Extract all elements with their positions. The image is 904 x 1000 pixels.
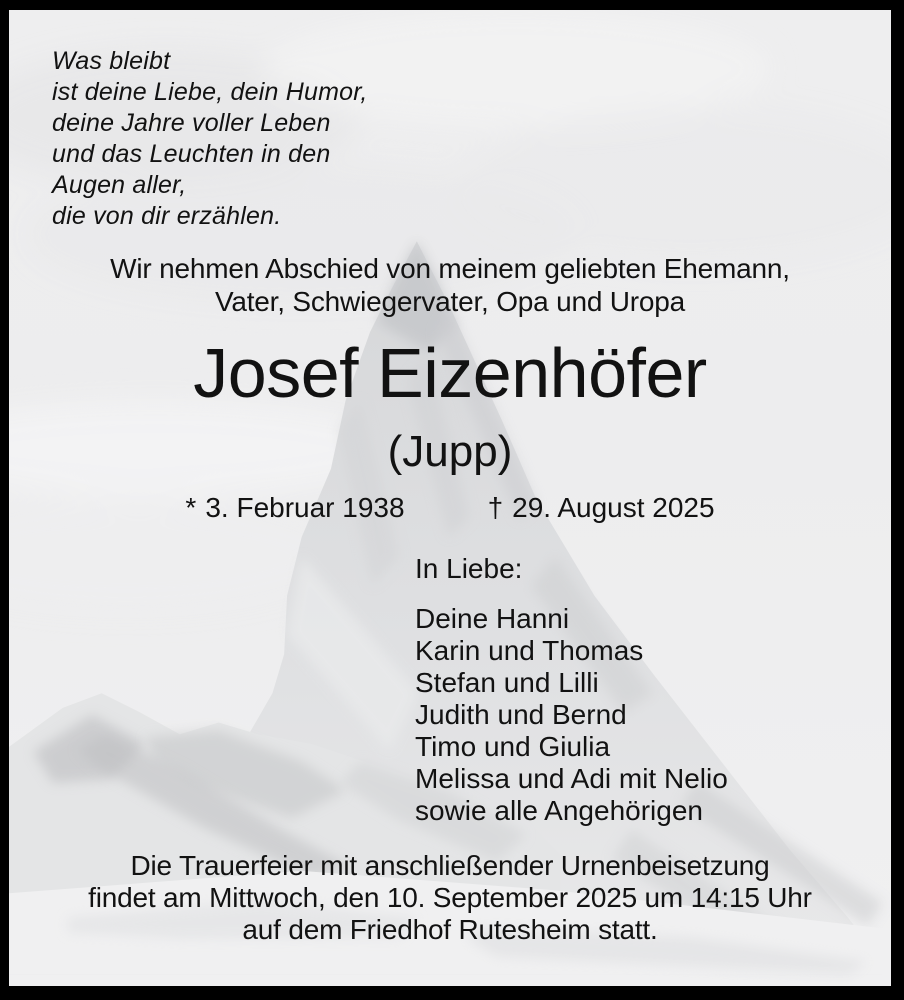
funeral-line: Die Trauerfeier mit anschließender Urnenbeisetzung — [130, 850, 770, 881]
mourner-line: Stefan und Lilli — [415, 667, 599, 698]
intro-line: Wir nehmen Abschied von meinem geliebten Ehemann, — [110, 253, 790, 284]
poem-line: Augen aller, — [52, 171, 187, 199]
funeral-line: findet am Mittwoch, den 10. September 2025 um 14:15 Uhr — [88, 882, 812, 913]
funeral-info — [9, 850, 891, 946]
mourner-line: Karin und Thomas — [415, 635, 644, 666]
poem-line: Was bleibt — [52, 47, 171, 75]
poem-line: und das Leuchten in den — [52, 140, 331, 168]
poem-line: die von dir erzählen. — [52, 202, 282, 230]
mourner-line: sowie alle Angehörigen — [415, 795, 703, 826]
notice-content — [9, 10, 891, 986]
birth-date-entry — [185, 492, 404, 524]
intro-line: Vater, Schwiegervater, Opa und Uropa — [214, 286, 686, 317]
death-cross-symbol: † — [487, 492, 504, 523]
poem-line: deine Jahre voller Leben — [52, 109, 331, 137]
poem-line: ist deine Liebe, dein Humor, — [52, 78, 368, 106]
mourner-line: Deine Hanni — [415, 603, 570, 634]
birth-date: 3. Februar 1938 — [205, 492, 405, 523]
obituary-notice — [9, 10, 891, 986]
death-date-entry — [488, 492, 715, 524]
intro-text — [9, 252, 891, 318]
mourner-line: Timo und Giulia — [415, 731, 611, 762]
deceased-nickname: (Jupp) — [387, 427, 513, 476]
mourner-line: Judith und Bernd — [415, 699, 627, 730]
salutation: In Liebe: — [415, 553, 523, 584]
mourners-block — [415, 553, 728, 827]
death-date: 29. August 2025 — [512, 492, 715, 523]
funeral-line: auf dem Friedhof Rutesheim statt. — [242, 914, 658, 945]
poem — [52, 46, 368, 232]
deceased-name: Josef Eizenhöfer — [193, 334, 707, 412]
birth-star-symbol: * — [185, 492, 197, 523]
life-dates — [9, 492, 891, 524]
mourner-line: Melissa und Adi mit Nelio — [415, 763, 728, 794]
